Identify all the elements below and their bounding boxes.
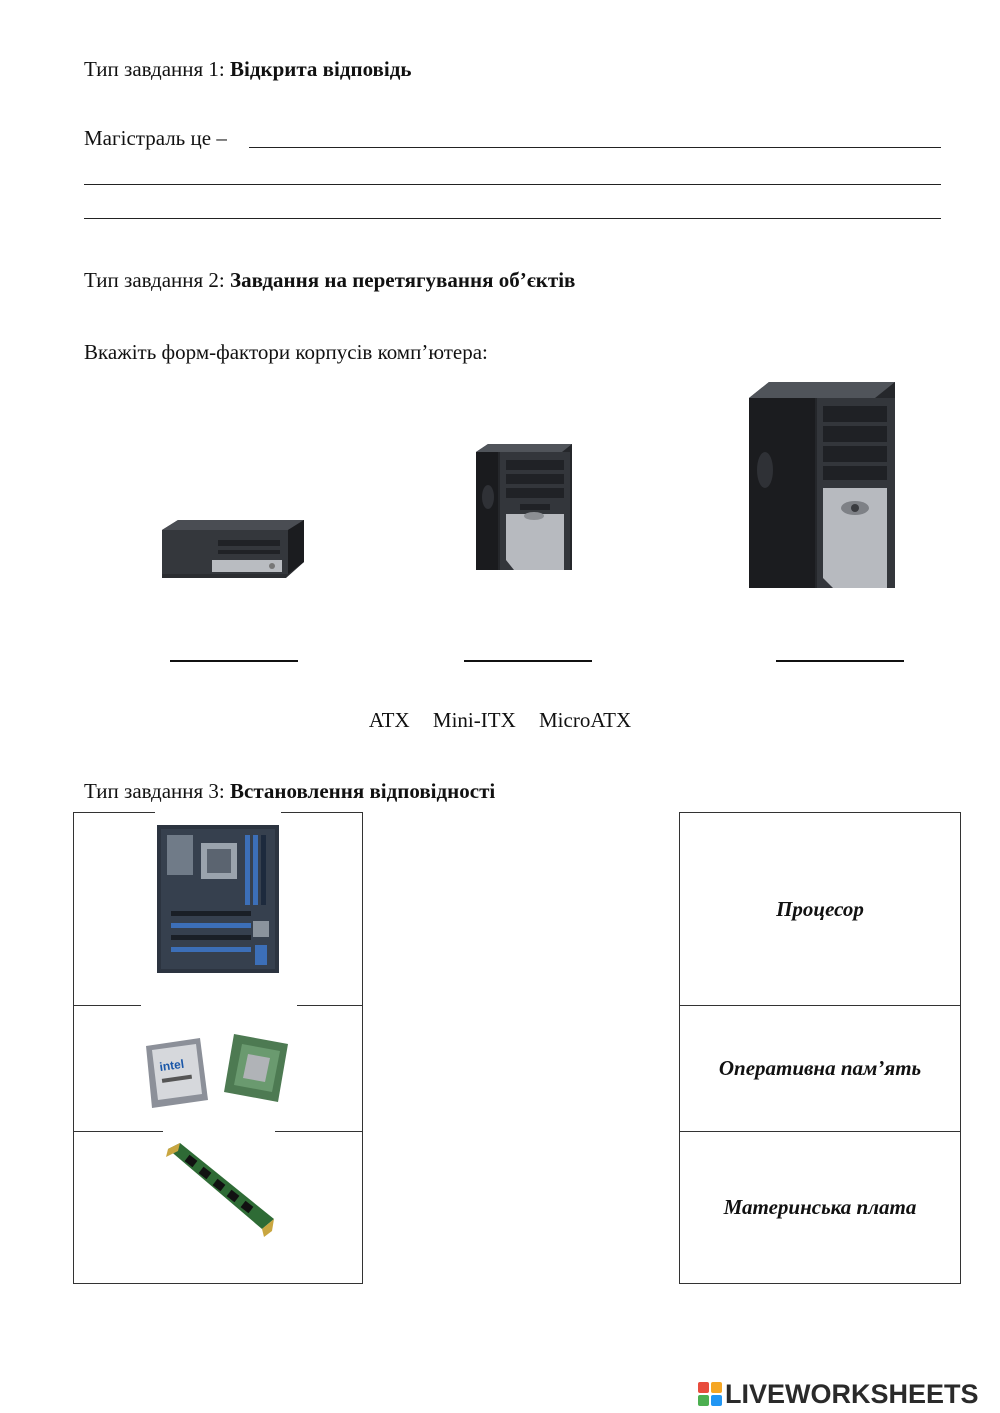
image-cell-motherboard[interactable] [73,812,363,1006]
ram-image [158,1139,278,1249]
border-gap [163,1129,275,1133]
answer-line-1[interactable] [249,147,941,148]
term-ram: Оперативна пам’ять [718,1056,922,1080]
tower-case-image [747,380,897,592]
task1-title: Відкрита відповідь [230,57,412,81]
drop-blank-3[interactable] [776,660,904,662]
logo-icon [697,1381,723,1407]
minitower-case-image [472,442,576,576]
motherboard-image [157,825,279,973]
term-processor: Процесор [776,896,864,921]
task3-title: Встановлення відповідності [230,779,496,803]
option-atx[interactable]: ATX [368,708,410,732]
task2-prompt: Вкажіть форм-фактори корпусів комп’ютера: [84,340,488,364]
task3-prefix: Тип завдання 3: [84,779,231,803]
task2-title: Завдання на перетягування об’єктів [230,268,576,292]
drop-blank-2[interactable] [464,660,592,662]
task1-heading [84,57,411,82]
image-cell-ram[interactable] [73,1131,363,1284]
term-cell-processor[interactable] [679,812,961,1006]
task1-prefix: Тип завдання 1: [84,57,231,81]
logo-text: LIVEWORKSHEETS [725,1378,979,1409]
desktop-case-image [158,516,306,582]
drop-blank-1[interactable] [170,660,298,662]
svg-text:intel: intel [158,1056,185,1074]
task2-heading [84,268,575,293]
drag-options [0,708,1000,733]
task1-prompt: Магістраль це – [84,126,227,150]
task3-heading [84,779,495,804]
task2-prefix: Тип завдання 2: [84,268,231,292]
answer-line-2[interactable] [84,184,941,185]
border-gap [155,810,281,814]
term-cell-ram[interactable] [679,1005,961,1132]
answer-line-3[interactable] [84,218,941,219]
border-gap [141,1003,297,1007]
option-mini-itx[interactable]: Mini-ITX [432,708,516,732]
option-microatx[interactable]: MicroATX [539,708,632,732]
term-motherboard: Материнська плата [723,1195,917,1219]
cpu-image [138,1024,298,1114]
liveworksheets-logo [697,1377,979,1411]
term-cell-motherboard[interactable] [679,1131,961,1284]
image-cell-cpu[interactable] [73,1005,363,1132]
